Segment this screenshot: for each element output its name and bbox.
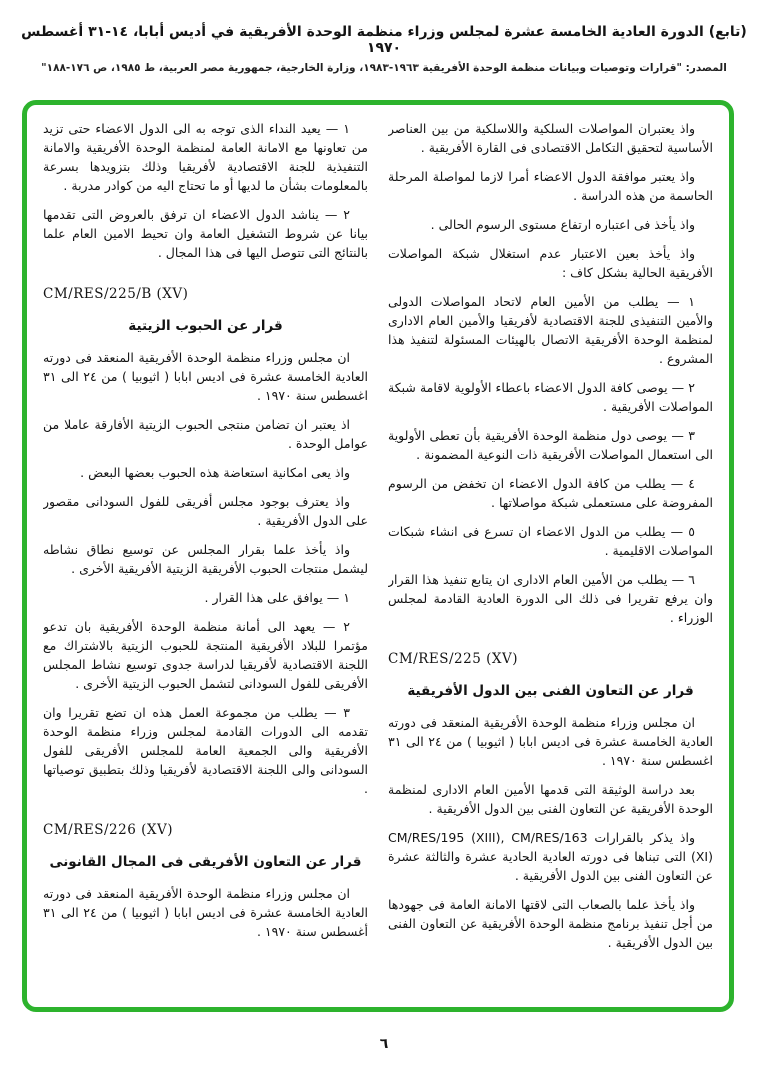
numbered-clause: ٢ — يوصى كافة الدول الاعضاء باعطاء الأولوية لاقامة شبكة المواصلات الأفريقية . bbox=[388, 380, 713, 414]
numbered-clause: ٥ — يطلب من الدول الاعضاء ان تسرع فى انشاء شبكات المواصلات الاقليمية . bbox=[388, 524, 713, 558]
numbered-clause: ١ — يطلب من الأمين العام لاتحاد المواصلات الدولى والأمين التنفيذى للجنة الاقتصادية لأفريقيا والأمين العام الادارى لمنظمة الوحدة الأفريقية الاتصال بالهيئات المسئولة لتنفيذ هذا المشروع . bbox=[388, 294, 713, 366]
paragraph: واذ يعتبر موافقة الدول الاعضاء أمرا لازما لمواصلة المرحلة الحاسمة من هذه الدراسة . bbox=[388, 169, 713, 203]
paragraph: اذ يعتبر ان تضامن منتجى الحبوب الزيتية الأفارقة عاملا من عوامل الوحدة . bbox=[43, 417, 368, 451]
numbered-clause: ٦ — يطلب من الأمين العام الادارى ان يتابع تنفيذ هذا القرار وان يرفع تقريرا فى ذلك الى الدورة العادية القادمة لمجلس الوزراء . bbox=[388, 572, 713, 625]
two-column-layout bbox=[43, 119, 713, 997]
paragraph: واذ يعى امكانية استعاضة هذه الحبوب بعضها البعض . bbox=[80, 465, 350, 480]
numbered-clause: ١ — يعيد النداء الذى توجه به الى الدول الاعضاء حتى تزيد من تعاونها مع الامانة العامة لمنظمة الوحدة الأفريقية والامانة التنفيذية للجنة الاقتصادية لأفريقيا وذلك بتزويدها بسرعة بالمعلومات بشأن ما لديها أو ما تحتاج اليه من كوادر مدربة . bbox=[43, 121, 368, 193]
numbered-clause: ٢ — يعهد الى أمانة منظمة الوحدة الأفريقية بان تدعو مؤتمرا للبلاد الأفريقية المنتجة للحبوب الزيتية بالاشتراك مع اللجنة الاقتصادية لأفريقيا لدراسة جدوى توسيع نشاط المجلس الأفريقى للفول السودانى لتشمل الحبوب الزيتية الأخرى . bbox=[43, 619, 368, 691]
paragraph: ان مجلس وزراء منظمة الوحدة الأفريقية المنعقد فى دورته العادية الخامسة عشرة فى اديس ابابا ( اثيوبيا ) من ٢٤ الى ٣١ أغسطس سنة ١٩٧٠ . bbox=[43, 886, 368, 939]
right-column bbox=[388, 119, 713, 997]
paragraph: واذ يذكر بالقرارات ‏CM/RES/195 (XIII), CM/RES/163 (XI)‏ التى تبناها فى دورته العادية الحادية عشرة والثالثة عشرة عن التعاون الفنى بين الدول الأفريقية . bbox=[388, 830, 713, 883]
numbered-clause: ٢ — يناشد الدول الاعضاء ان ترفق بالعروض التى تقدمها بيانا عن شروط التشغيل العامة وان تحيط الامين العام علما بالنتائج التى تتوصل اليها فى هذا المجال . bbox=[43, 207, 368, 260]
paragraph: بعد دراسة الوثيقة التى قدمها الأمين العام الادارى لمنظمة الوحدة الأفريقية عن التعاون الفنى بين الدول الأفريقية . bbox=[388, 782, 713, 816]
paragraph: واذ يأخذ علما بقرار المجلس عن توسيع نطاق نشاطه ليشمل منتجات الحبوب الأفريقية الزيتية الأفريقية الأخرى . bbox=[43, 542, 368, 576]
paragraph: ان مجلس وزراء منظمة الوحدة الأفريقية المنعقد فى دورته العادية الخامسة عشرة فى اديس ابابا ( اثيوبيا ) من ٢٤ الى ٣١ اغسطس سنة ١٩٧٠ . bbox=[43, 350, 368, 403]
numbered-clause: ٣ — يوصى دول منظمة الوحدة الأفريقية بأن تعطى الأولوية الى استعمال المواصلات الأفريقية ذات النوعية المضمونة . bbox=[388, 428, 713, 462]
numbered-clause: ٤ — يطلب من كافة الدول الاعضاء ان تخفض من الرسوم المفروضة على مستعملى شبكة مواصلاتها . bbox=[388, 476, 713, 510]
resolution-code: CM/RES/226 (XV) bbox=[43, 822, 173, 838]
resolution-title: قرار عن التعاون الأفريقى فى المجال القانونى bbox=[49, 854, 362, 870]
paragraph: واذ يأخذ علما بالصعاب التى لاقتها الامانة العامة فى جهودها من أجل تنفيذ برنامج منظمة الوحدة الأفريقية عن التعاون الفنى بين الدول الأفريقية . bbox=[388, 897, 713, 950]
page-header bbox=[0, 24, 768, 74]
session-title: (تابع) الدورة العادية الخامسة عشرة لمجلس وزراء منظمة الوحدة الأفريقية في أديس أبابا، ١٤-٣١ أغسطس ١٩٧٠ bbox=[21, 24, 747, 56]
resolution-title: قرار عن الحبوب الزيتية bbox=[128, 318, 283, 334]
left-column bbox=[43, 119, 368, 997]
paragraph: واذ يعتبران المواصلات السلكية واللاسلكية من بين العناصر الأساسية لتحقيق التكامل الاقتصادى فى القارة الأفريقية . bbox=[388, 121, 713, 155]
paragraph: واذ يعترف بوجود مجلس أفريقى للفول السودانى مقصور على الدول الأفريقية . bbox=[43, 494, 368, 528]
numbered-clause: ١ — يوافق على هذا القرار . bbox=[204, 590, 350, 605]
resolution-code: CM/RES/225 (XV) bbox=[388, 651, 518, 667]
page-number: ٦ bbox=[379, 1036, 389, 1052]
numbered-clause: ٣ — يطلب من مجموعة العمل هذه ان تضع تقريرا وان تقدمه الى الدورات القادمة لمجلس وزراء منظمة الوحدة الأفريقية والى الجمعية العامة للمجلس الأفريقى للفول السودانى والى اللجنة الاقتصادية لأفريقيا وذلك بتطبيق توصياتها . bbox=[43, 705, 368, 796]
source-citation: المصدر: "قرارات وتوصيات وبيانات منظمة الوحدة الأفريقية ١٩٦٣-١٩٨٣، وزارة الخارجية، جمهورية مصر العربية، ط ١٩٨٥، ص ١٧٦-١٨٨" bbox=[41, 62, 727, 74]
paragraph: واذ يأخذ بعين الاعتبار عدم استغلال شبكة المواصلات الأفريقية الحالية بشكل كاف : bbox=[388, 246, 713, 280]
green-border-frame bbox=[22, 100, 734, 1012]
resolution-code: CM/RES/225/B (XV) bbox=[43, 286, 189, 302]
resolution-title: قرار عن التعاون الفنى بين الدول الأفريقية bbox=[407, 683, 694, 699]
paragraph: ان مجلس وزراء منظمة الوحدة الأفريقية المنعقد فى دورته العادية الخامسة عشرة فى اديس ابابا ( اثيوبيا ) من ٢٤ الى ٣١ اغسطس سنة ١٩٧٠ . bbox=[388, 715, 713, 768]
paragraph: واذ يأخذ فى اعتباره ارتفاع مستوى الرسوم الحالى . bbox=[430, 217, 695, 232]
